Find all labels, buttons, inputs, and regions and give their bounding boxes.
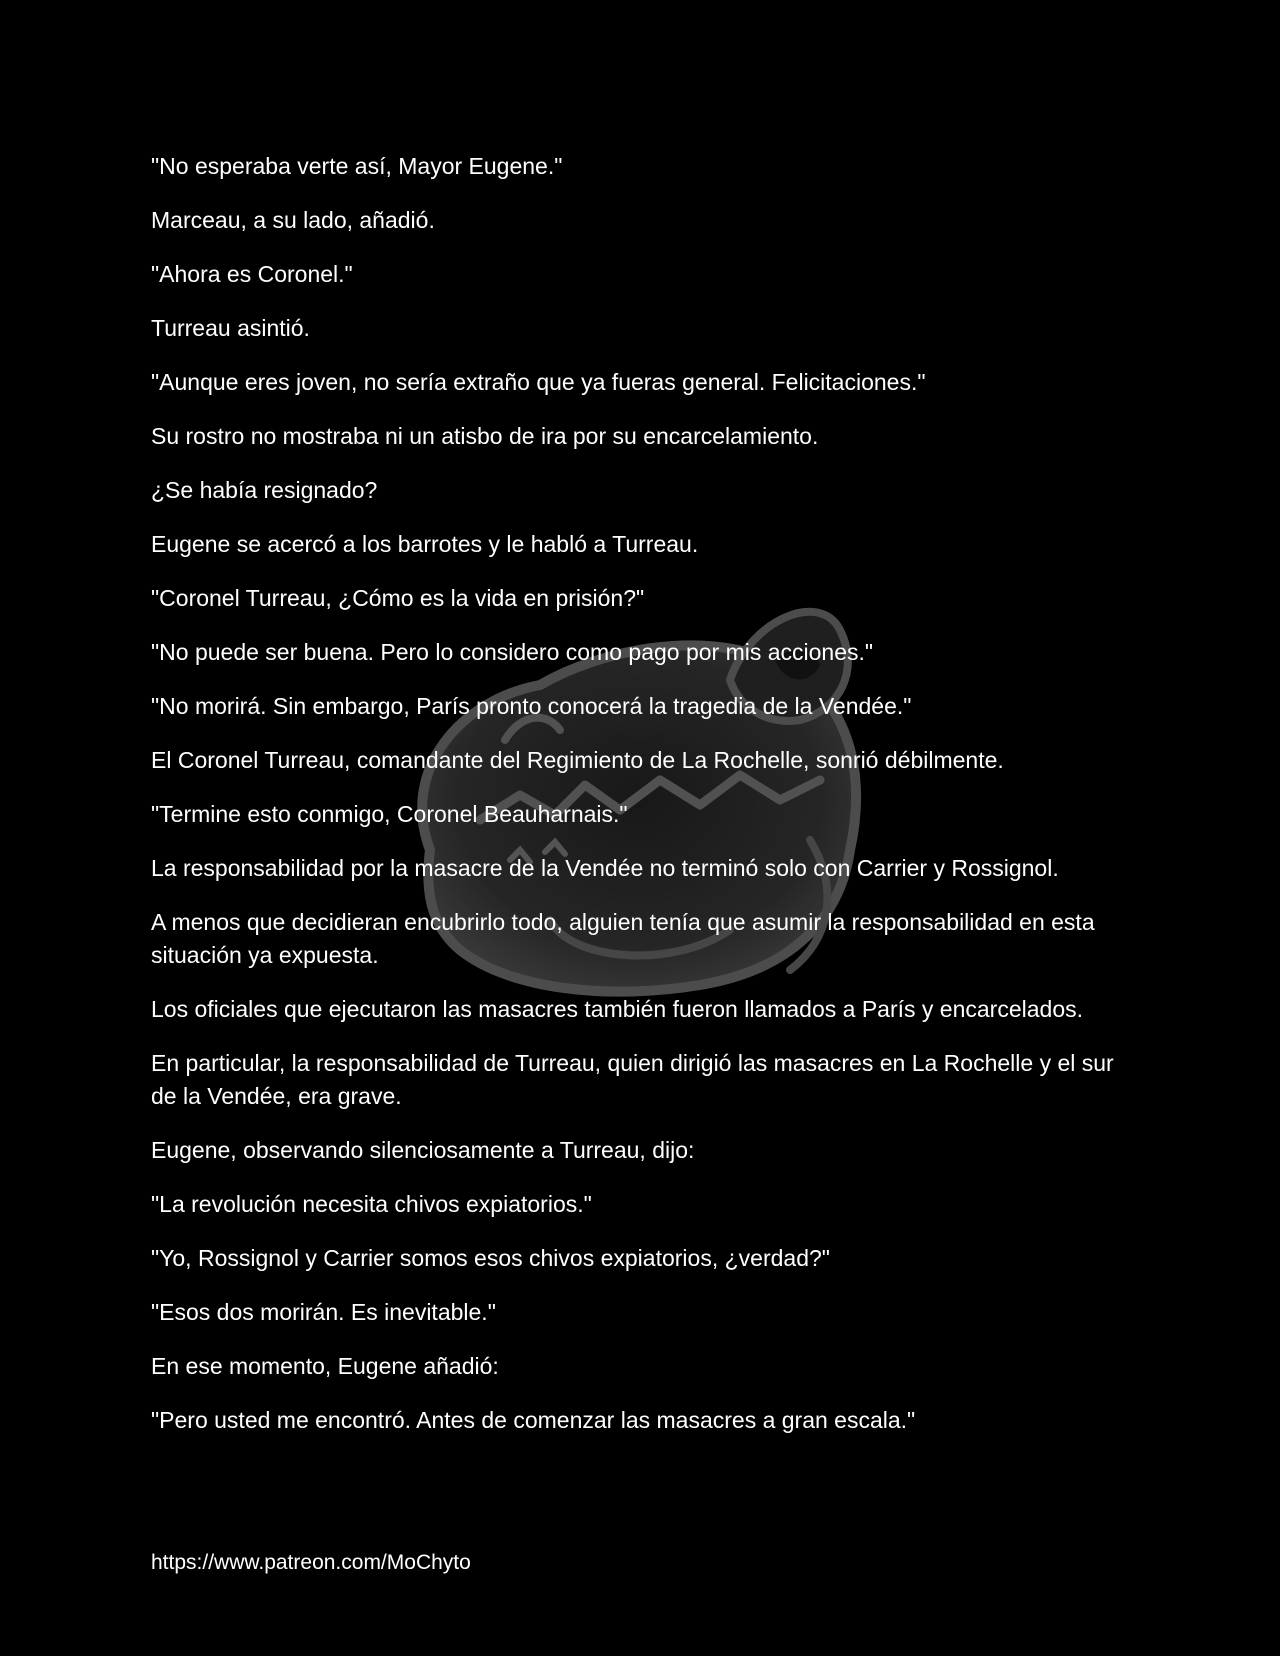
paragraph: "Yo, Rossignol y Carrier somos esos chivos expiatorios, ¿verdad?" bbox=[151, 1245, 830, 1271]
chapter-text bbox=[151, 150, 1141, 1458]
paragraph: "La revolución necesita chivos expiatorios." bbox=[151, 1191, 592, 1217]
paragraph: "Coronel Turreau, ¿Cómo es la vida en prisión?" bbox=[151, 585, 645, 611]
paragraph: Eugene, observando silenciosamente a Turreau, dijo: bbox=[151, 1137, 695, 1163]
paragraph: La responsabilidad por la masacre de la Vendée no terminó solo con Carrier y Rossignol. bbox=[151, 855, 1059, 881]
paragraph: Turreau asintió. bbox=[151, 315, 310, 341]
paragraph: Marceau, a su lado, añadió. bbox=[151, 207, 435, 233]
patreon-link[interactable]: https://www.patreon.com/MoChyto bbox=[151, 1551, 471, 1574]
paragraph: "Pero usted me encontró. Antes de comenzar las masacres a gran escala." bbox=[151, 1407, 916, 1433]
paragraph: Eugene se acercó a los barrotes y le habló a Turreau. bbox=[151, 531, 699, 557]
paragraph: En ese momento, Eugene añadió: bbox=[151, 1353, 499, 1379]
paragraph: Su rostro no mostraba ni un atisbo de ira por su encarcelamiento. bbox=[151, 423, 819, 449]
paragraph: En particular, la responsabilidad de Turreau, quien dirigió las masacres en La Rochelle y el sur de la Vendée, era grave. bbox=[151, 1050, 1114, 1109]
paragraph: "Termine esto conmigo, Coronel Beauharnais." bbox=[151, 801, 628, 827]
paragraph: "Esos dos morirán. Es inevitable." bbox=[151, 1299, 496, 1325]
paragraph: El Coronel Turreau, comandante del Regimiento de La Rochelle, sonrió débilmente. bbox=[151, 747, 1004, 773]
paragraph: A menos que decidieran encubrirlo todo, alguien tenía que asumir la responsabilidad en esta situación ya expuesta. bbox=[151, 909, 1095, 968]
paragraph: Los oficiales que ejecutaron las masacres también fueron llamados a París y encarcelados. bbox=[151, 996, 1083, 1022]
paragraph: "No puede ser buena. Pero lo considero como pago por mis acciones." bbox=[151, 639, 874, 665]
paragraph: ¿Se había resignado? bbox=[151, 477, 378, 503]
paragraph: "Ahora es Coronel." bbox=[151, 261, 353, 287]
paragraph: "No esperaba verte así, Mayor Eugene." bbox=[151, 153, 563, 179]
paragraph: "Aunque eres joven, no sería extraño que ya fueras general. Felicitaciones." bbox=[151, 369, 926, 395]
paragraph: "No morirá. Sin embargo, París pronto conocerá la tragedia de la Vendée." bbox=[151, 693, 912, 719]
